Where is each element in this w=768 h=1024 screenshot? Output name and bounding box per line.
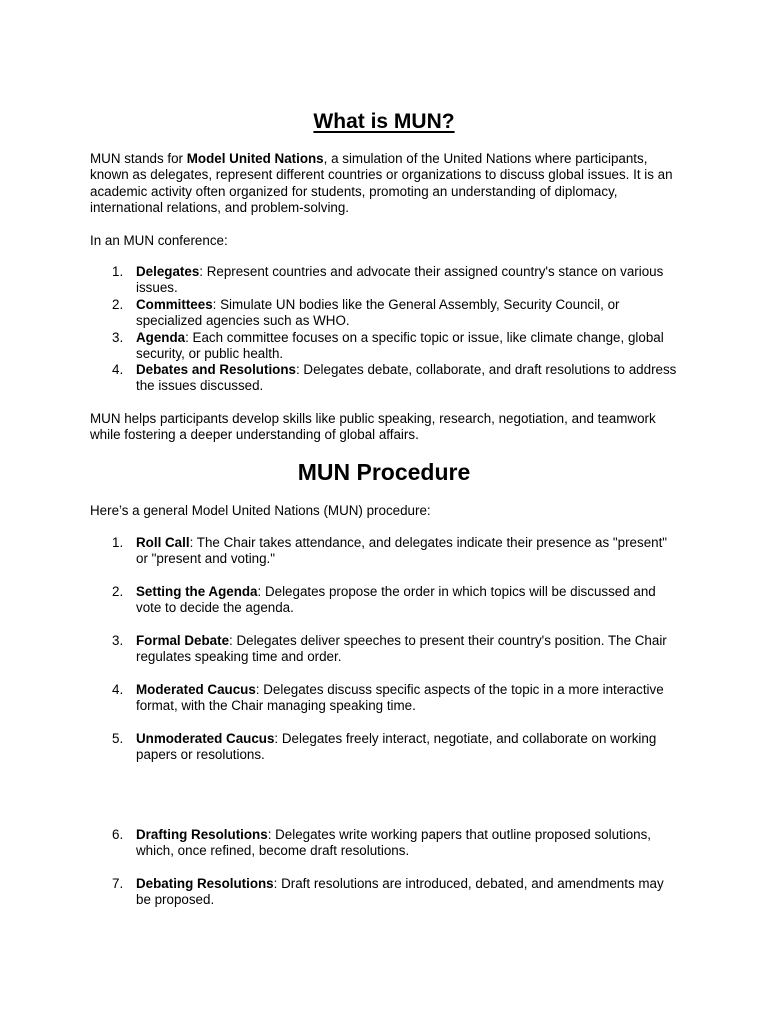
list-desc: : Represent countries and advocate their assigned country's stance on various issues. (136, 264, 664, 296)
section-title-what-is-mun: What is MUN? (313, 110, 455, 133)
conference-lead: In an MUN conference: (90, 233, 228, 248)
list-text (136, 264, 682, 297)
list-number: 7. (112, 876, 124, 891)
list-text (136, 297, 682, 330)
list-desc: : Delegates debate, collaborate, and draft resolutions to address the issues discussed. (136, 362, 677, 394)
list-number: 4. (112, 682, 124, 697)
section-title-mun-procedure: MUN Procedure (297, 459, 471, 485)
list-desc: : The Chair takes attendance, and delegates indicate their presence as "present" or "present and voting." (136, 535, 668, 567)
list-number: 5. (112, 731, 124, 746)
list-term: Setting the Agenda (136, 584, 258, 599)
list-desc: : Draft resolutions are introduced, debated, and amendments may be proposed. (136, 876, 664, 908)
list-term: Moderated Caucus (136, 682, 256, 697)
list-text (136, 731, 682, 764)
closing-paragraph: MUN helps participants develop skills like public speaking, research, negotiation, and teamwork while fostering a deeper understanding of global affairs. (90, 411, 656, 443)
list-desc: : Delegates write working papers that outline proposed solutions, which, once refined, become draft resolutions. (136, 827, 652, 859)
list-text (136, 330, 682, 363)
intro-suffix: , a simulation of the United Nations where participants, known as delegates, represent different countries or organizations to discuss global issues. It is an academic activity often organized for students, promoting an understanding of diplomacy, international relations, and problem-solving. (90, 151, 673, 216)
list-number: 3. (112, 330, 124, 345)
list-term: Committees (136, 297, 213, 312)
intro-bold-term: Model United Nations (186, 151, 324, 166)
list-number: 1. (112, 535, 124, 550)
list-number: 1. (112, 264, 124, 279)
list-text (136, 584, 682, 617)
list-desc: : Delegates propose the order in which topics will be discussed and vote to decide the agenda. (136, 584, 656, 616)
list-text (136, 633, 682, 666)
list-text (136, 682, 682, 715)
list-term: Formal Debate (136, 633, 230, 648)
list-term: Roll Call (136, 535, 190, 550)
list-desc: : Delegates deliver speeches to present their country's position. The Chair regulates speaking time and order. (136, 633, 667, 665)
list-term: Debating Resolutions (136, 876, 274, 891)
list-desc: : Simulate UN bodies like the General Assembly, Security Council, or specialized agencies such as WHO. (136, 297, 620, 329)
list-desc: : Delegates freely interact, negotiate, and collaborate on working papers or resolutions. (136, 731, 657, 763)
list-number: 3. (112, 633, 124, 648)
list-term: Unmoderated Caucus (136, 731, 275, 746)
list-desc: : Each committee focuses on a specific topic or issue, like climate change, global security, or public health. (136, 330, 664, 362)
list-number: 2. (112, 584, 124, 599)
list-text (136, 827, 682, 860)
list-term: Delegates (136, 264, 200, 279)
list-term: Debates and Resolutions (136, 362, 296, 377)
list-term: Drafting Resolutions (136, 827, 268, 842)
list-text (136, 876, 682, 909)
list-text (136, 362, 682, 395)
list-number: 6. (112, 827, 124, 842)
intro-prefix: MUN stands for (90, 151, 187, 166)
list-term: Agenda (136, 330, 186, 345)
list-number: 4. (112, 362, 124, 377)
procedure-lead: Here’s a general Model United Nations (MUN) procedure: (90, 503, 431, 518)
list-text (136, 535, 682, 568)
list-desc: : Delegates discuss specific aspects of the topic in a more interactive format, with the Chair managing speaking time. (136, 682, 664, 714)
intro-paragraph (90, 151, 682, 217)
list-number: 2. (112, 297, 124, 312)
